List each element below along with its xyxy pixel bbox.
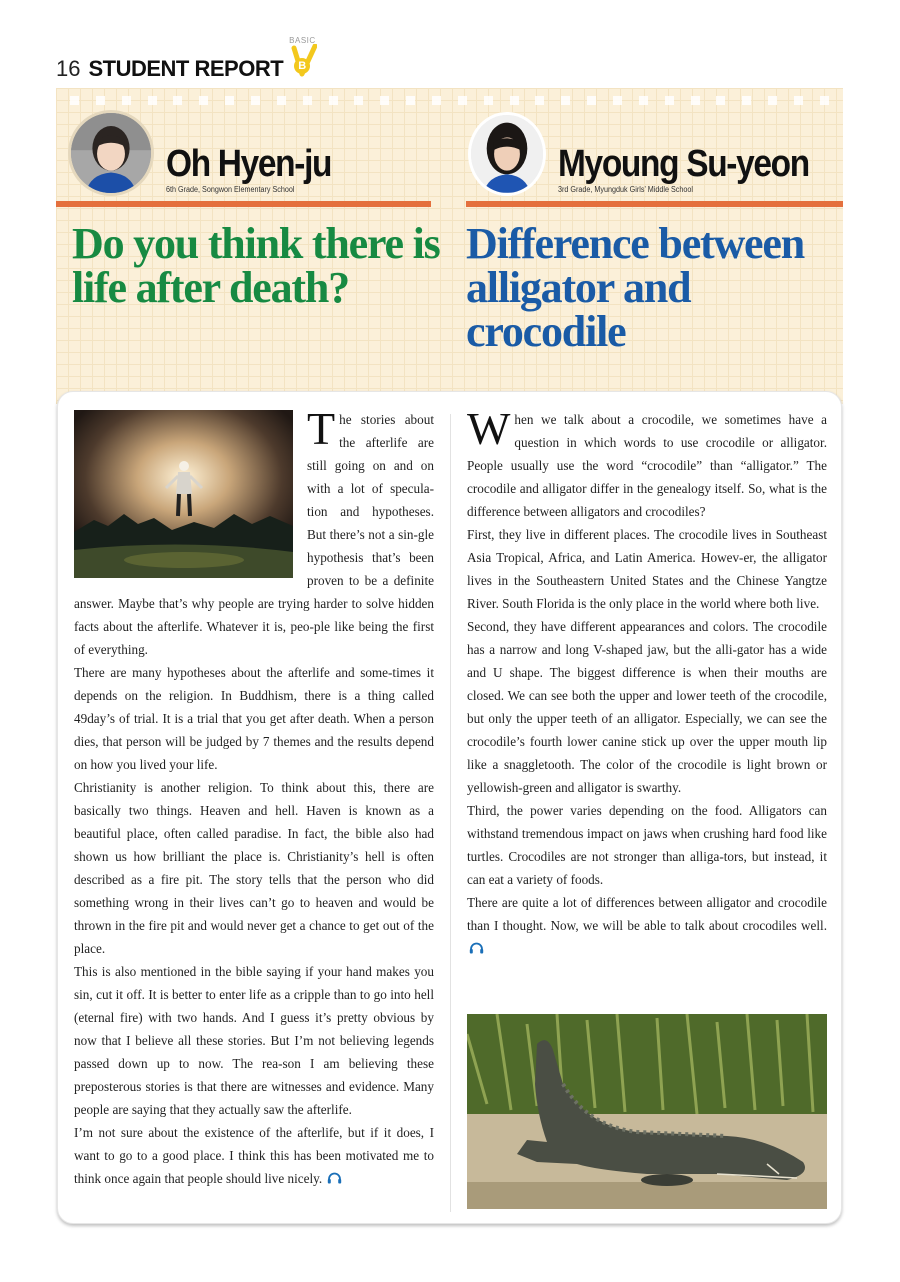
page-header: [56, 36, 319, 81]
headphones-icon: [469, 942, 484, 954]
title-band: [56, 88, 843, 404]
paragraph-left-1: he stories about the afterlife are still going on and on with a lot of specula-tion and hypotheses. But there’s not a sin-gle hypothesis that’s been proven to be a definite answer. Maybe that’s why people are trying harder to solve hidden facts about the afterlife. Whatever it is, peo-ple like being the first of everything.: [74, 412, 434, 657]
article-right-body: [467, 403, 827, 960]
paragraph-right-1: hen we talk about a crocodile, we sometimes have a question in which words to use crocodile or alligator. People usually use the word “crocodile” than “alligator.” The crocodile and alligator differ in the genealogy itself. So, what is the difference between alligators and crocodiles?: [467, 412, 827, 519]
paragraph-right-5: [467, 891, 827, 960]
author-right: [468, 112, 843, 196]
badge-basic-label: BASIC: [289, 36, 316, 45]
content-card: [57, 391, 842, 1224]
paragraph-left-5-text: I’m not sure about the existence of the afterlife, but if it does, I want to go to a good place. I think this has been motivated me to think once again that people should live nicely.: [74, 1125, 434, 1186]
accent-rule-left: [56, 201, 431, 207]
headphones-icon: [327, 1172, 342, 1184]
paragraph-left-2: There are many hypotheses about the afterlife and some-times it depends on the religion. In Buddhism, there is a thing called 49day’s of trial. It is a trial that you get after death. When a person dies, that person will be judged by 7 themes and the results depend on how you lived your life.: [74, 665, 434, 772]
article-headline-right: Difference between alligator and crocodile: [466, 219, 804, 356]
paragraph-right-3: Second, they have different appearances and colors. The crocodile has a narrow and long V-shaped jaw, but the alli-gator has a wide and U shape. The biggest difference is when their mouths are closed. We can see both the upper and lower teeth of the crocodile, but only the upper teeth of an alligator. Especially, we can see the crocodile’s fourth lower canine stick up over the upper mouth lip like a snaggletooth. The color of the crocodile is light brown or yellowish-green and alligator is swarthy.: [467, 619, 827, 795]
paragraph-left-5: [74, 1121, 434, 1190]
paragraph-left-4: This is also mentioned in the bible saying if your hand makes you sin, cut it off. It is better to enter life as a cripple than to go into hell (eternal fire) with two hands. And I guess it’s pretty obvious by now that I believe all these stories. But I’m not believing legends passed down up to now. The rea-son I am believing these preposterous stories is that there are witnesses and evidence. Many people are saying that they actually saw the afterlife.: [74, 964, 434, 1117]
afterlife-photo: [74, 410, 293, 578]
article-headline-left: Do you think there is life after death?: [72, 219, 440, 312]
basic-level-badge: [289, 36, 319, 80]
paragraph-left-3: Christianity is another religion. To think about this, there are basically two things. Heaven and hell. Haven is known as a beautiful place, often called paradise. In fact, the bible also had shown us how brilliant the place is. Christianity’s hell is often described as a fire pit. The story tells that the person who did something wrong in their lives can’t go to heaven and would be thrown in the fire pit and would never get a chance to get out of the place.: [74, 780, 434, 956]
paragraph-right-5-text: There are quite a lot of differences between alligator and crocodile than I thought. Now, we will be able to talk about crocodiles well.: [467, 895, 827, 933]
badge-letter: B: [294, 58, 310, 74]
column-divider: [450, 414, 451, 1212]
dropcap-right: W: [467, 403, 511, 454]
accent-rule-right: [466, 201, 843, 207]
article-left-body: [74, 403, 434, 1190]
author-name-right: Myoung Su-yeon: [558, 143, 809, 185]
paragraph-right-4: Third, the power varies depending on the food. Alligators can withstand tremendous impact on jaws when crushing hard food like turtles. Crocodiles are not stronger than alliga-tors, but instead, it can eat a variety of foods.: [467, 803, 827, 887]
author-photo-right: [468, 112, 546, 196]
dropcap-left: T: [307, 403, 336, 454]
author-photo-left: [68, 110, 154, 196]
paragraph-right-2: First, they live in different places. The crocodile lives in Southeast Asia Tropical, Africa, and Latin America. Howev-er, the alligator lives in the Southeastern United States and the Chinese Yangtze River. South Florida is the only place in the world where both live.: [467, 527, 827, 611]
author-left: [68, 112, 354, 196]
author-name-left: Oh Hyen-ju: [166, 143, 332, 185]
page-number: 16: [56, 56, 81, 81]
author-school-left: 6th Grade, Songwon Elementary School: [166, 185, 295, 194]
section-title: STUDENT REPORT: [88, 56, 284, 81]
author-school-right: 3rd Grade, Myungduk Girls’ Middle School: [558, 185, 693, 194]
notebook-perforation: [70, 96, 829, 106]
crocodile-photo: [467, 1014, 827, 1209]
